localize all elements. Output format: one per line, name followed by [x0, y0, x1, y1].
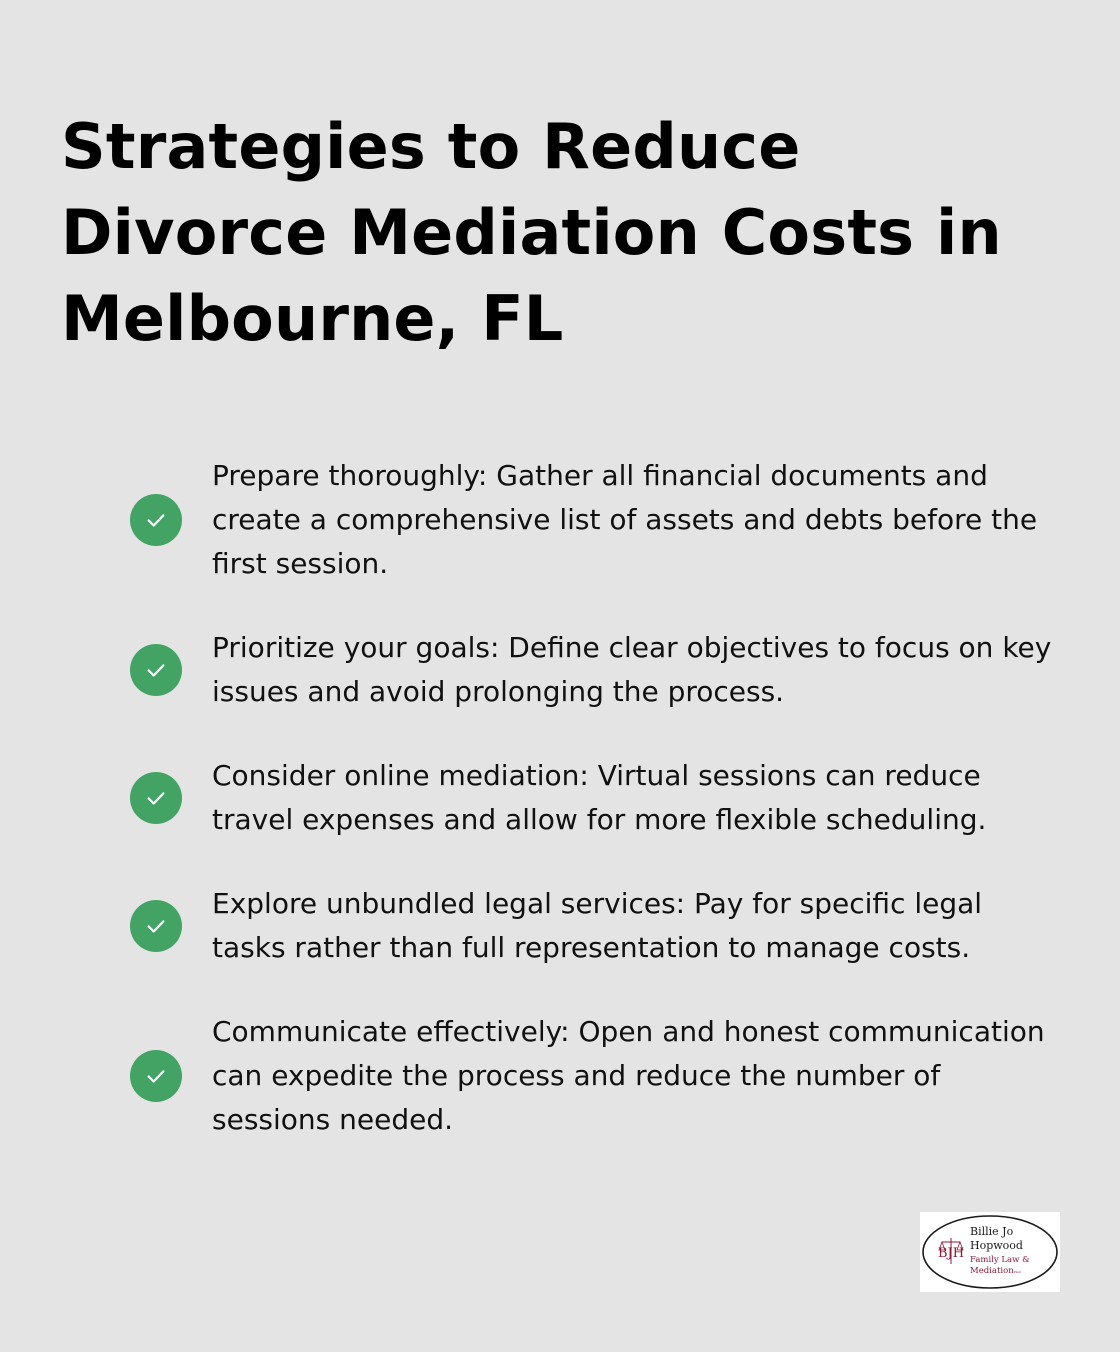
logo-monogram: BJH: [937, 1246, 965, 1261]
firm-logo: [920, 1212, 1060, 1292]
logo-graphic: [920, 1212, 1060, 1292]
list-item: [130, 626, 1060, 714]
check-icon: [130, 644, 182, 696]
list-item: [130, 1010, 1060, 1142]
list-item: [130, 454, 1060, 586]
logo-line-1: Billie Jo: [970, 1225, 1014, 1238]
logo-line-4: Mediation: [970, 1266, 1014, 1276]
list-item-text: Prioritize your goals: Define clear objectives to focus on key issues and avoid prolonging the process.: [212, 631, 1052, 708]
logo-suffix: PLLC: [1014, 1270, 1022, 1274]
strategy-list: [130, 454, 1060, 1182]
list-item-text: Consider online mediation: Virtual sessions can reduce travel expenses and allow for more flexible scheduling.: [212, 759, 987, 836]
list-item: [130, 882, 1060, 970]
list-item-text: Explore unbundled legal services: Pay for specific legal tasks rather than full representation to manage costs.: [212, 887, 983, 964]
check-icon: [130, 772, 182, 824]
page-title: Strategies to Reduce Divorce Mediation Costs in Melbourne, FL: [61, 110, 1002, 355]
check-icon: [130, 494, 182, 546]
list-item-text: Communicate effectively: Open and honest communication can expedite the process and reduce the number of sessions needed.: [212, 1015, 1045, 1136]
logo-line-3: Family Law &: [970, 1255, 1030, 1265]
logo-line-2: Hopwood: [970, 1239, 1023, 1252]
check-icon: [130, 900, 182, 952]
list-item: [130, 754, 1060, 842]
check-icon: [130, 1050, 182, 1102]
list-item-text: Prepare thoroughly: Gather all financial documents and create a comprehensive list of assets and debts before the first session.: [212, 459, 1038, 580]
